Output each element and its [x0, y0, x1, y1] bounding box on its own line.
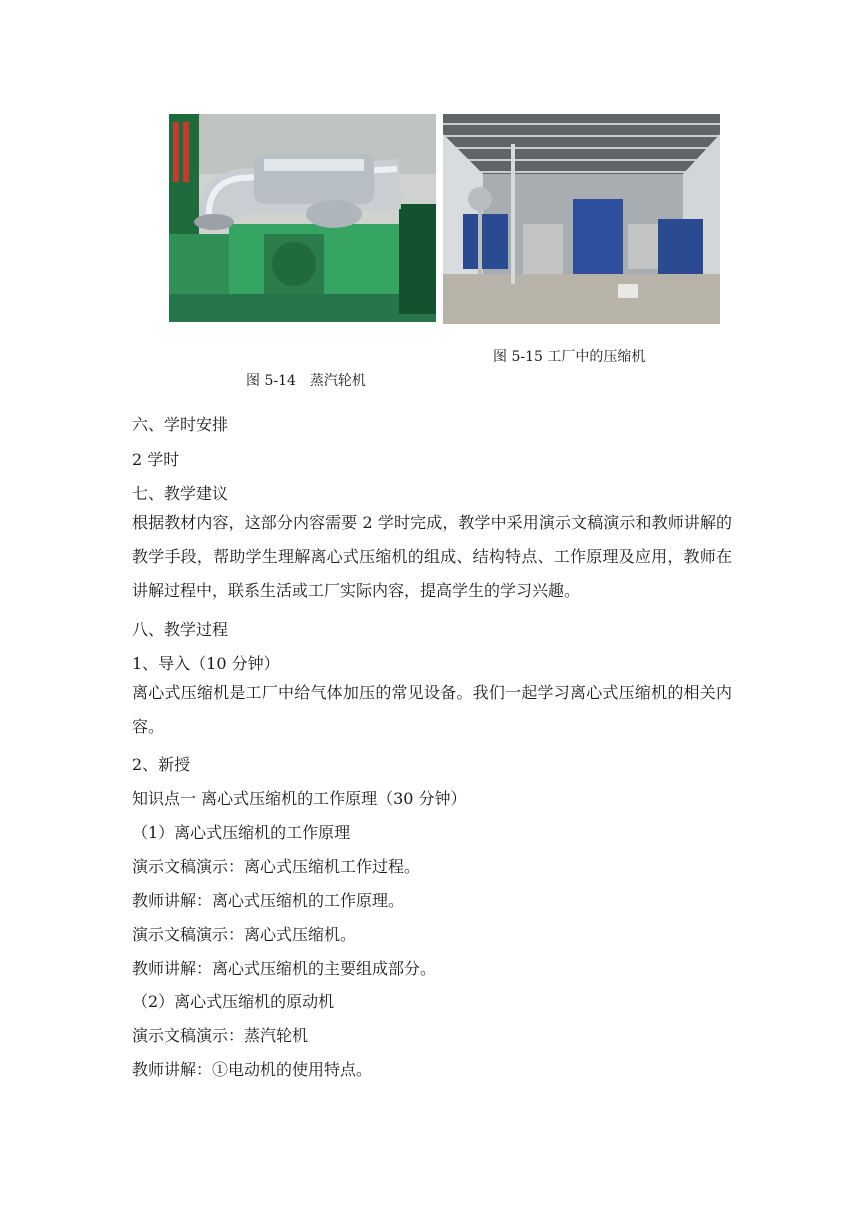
subsection-1-line-3: 演示文稿演示：离心式压缩机。 — [132, 925, 357, 944]
subsection-1-line-4: 教师讲解：离心式压缩机的主要组成部分。 — [132, 959, 437, 978]
subsection-1-line-1: 演示文稿演示：离心式压缩机工作过程。 — [132, 857, 421, 876]
subsection-2-line-1: 演示文稿演示：蒸汽轮机 — [132, 1026, 309, 1045]
subsection-1-heading: （1）离心式压缩机的工作原理 — [132, 823, 351, 842]
step-1-heading: 1、导入（10 分钟） — [132, 654, 280, 673]
figure-5-14-caption: 图 5-14 蒸汽轮机 — [246, 373, 366, 389]
section-7-body: 根据教材内容，这部分内容需要 2 学时完成，教学中采用演示文稿演示和教师讲解的教学手段，帮助学生理解离心式压缩机的组成、结构特点、工作原理及应用，教师在讲解过程中，联系生活或工厂实际内容，提高学生的学习兴趣。 — [132, 513, 732, 600]
factory-compressor-photo — [443, 114, 720, 324]
step-1-body: 离心式压缩机是工厂中给气体加压的常见设备。我们一起学习离心式压缩机的相关内容。 — [132, 683, 732, 736]
steam-turbine-photo — [169, 114, 436, 322]
subsection-2-line-2: 教师讲解：①电动机的使用特点。 — [132, 1060, 373, 1079]
step-2-heading: 2、新授 — [132, 755, 191, 774]
figure-5-15-caption: 图 5-15 工厂中的压缩机 — [493, 349, 646, 365]
section-6-heading: 六、学时安排 — [132, 415, 229, 434]
section-8-heading: 八、教学过程 — [132, 620, 229, 639]
knowledge-point-1-heading: 知识点一 离心式压缩机的工作原理（30 分钟） — [132, 789, 467, 808]
section-7-heading: 七、教学建议 — [132, 484, 229, 503]
subsection-1-line-2: 教师讲解：离心式压缩机的工作原理。 — [132, 891, 405, 910]
subsection-2-heading: （2）离心式压缩机的原动机 — [132, 992, 335, 1011]
section-6-body: 2 学时 — [132, 450, 180, 469]
